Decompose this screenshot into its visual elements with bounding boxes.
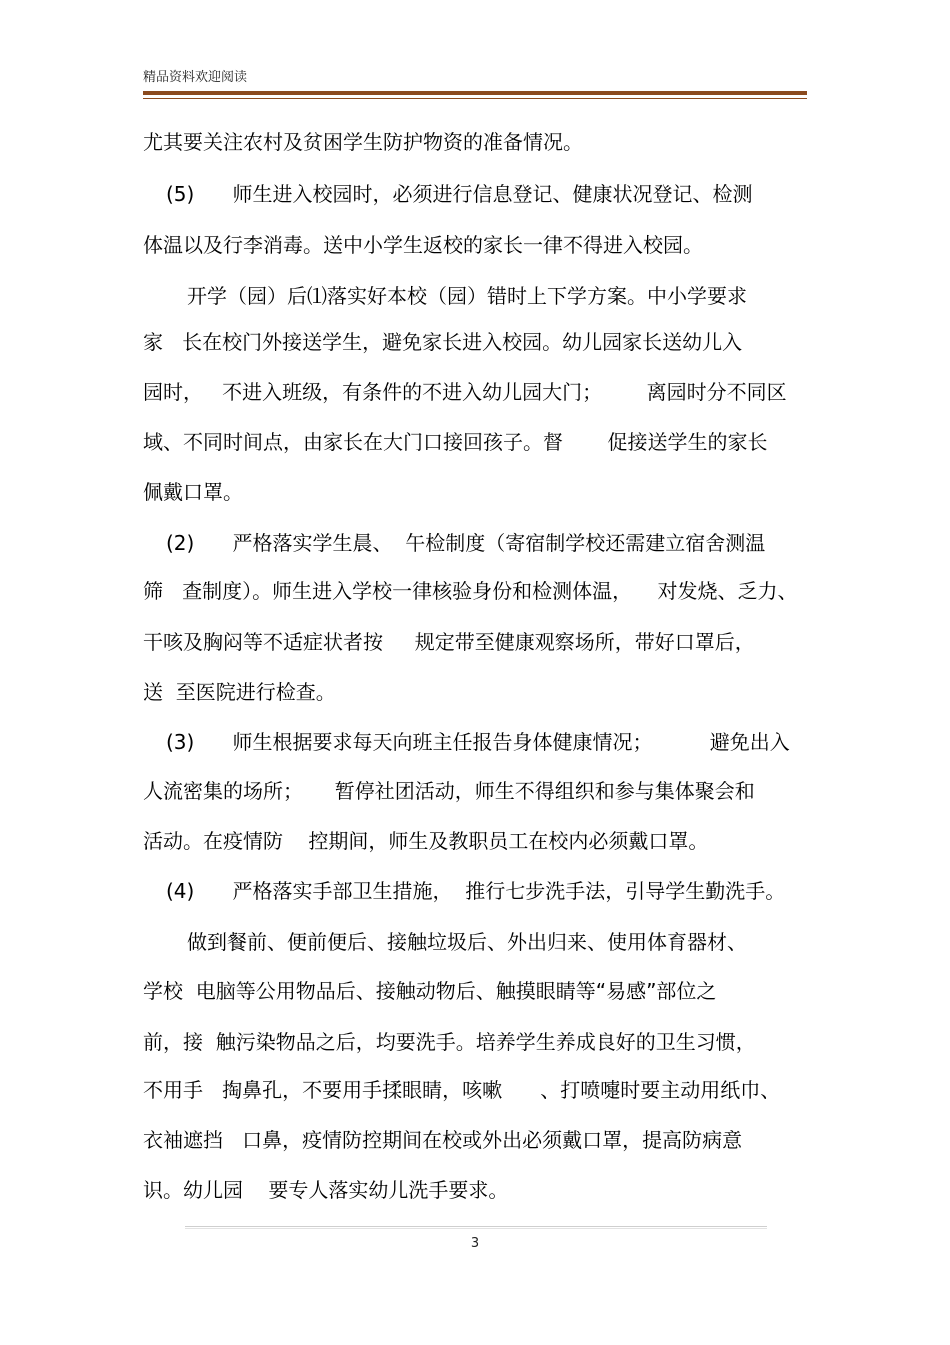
body-line: (4) 严格落实手部卫生措施， 推行七步洗手法，引导学生勤洗手。 xyxy=(166,879,786,903)
footer-rule xyxy=(185,1226,767,1229)
body-line: 人流密集的场所； 暂停社团活动，师生不得组织和参与集体聚会和 xyxy=(143,779,755,803)
body-line: 前，接 触污染物品之后，均要洗手。培养学生养成良好的卫生习惯， xyxy=(143,1030,756,1054)
page-header: 精品资料欢迎阅读 xyxy=(143,70,248,85)
header-rule-thick xyxy=(143,91,807,95)
body-line: 佩戴口罩。 xyxy=(143,480,243,504)
body-line: 域、不同时间点，由家长在大门口接回孩子。督 促接送学生的家长 xyxy=(143,430,768,454)
body-line: 送 至医院进行检查。 xyxy=(143,680,336,704)
body-line: 筛 查制度）。师生进入学校一律核验身份和检测体温， 对发烧、乏力、 xyxy=(143,579,798,603)
body-line: 园时， 不进入班级，有条件的不进入幼儿园大门； 离园时分不同区 xyxy=(143,380,787,404)
body-line: 不用手 掏鼻孔，不要用手揉眼睛，咳嗽 、打喷嚏时要主动用纸巾、 xyxy=(143,1078,781,1102)
header-rule-thin xyxy=(143,98,807,99)
body-line: 活动。在疫情防 控期间，师生及教职员工在校内必须戴口罩。 xyxy=(143,829,709,853)
page-number: 3 xyxy=(470,1236,480,1251)
body-line: (3) 师生根据要求每天向班主任报告身体健康情况； 避免出入 xyxy=(166,730,790,754)
body-line: (2) 严格落实学生晨、 午检制度（寄宿制学校还需建立宿舍测温 xyxy=(166,531,766,555)
body-line: 做到餐前、便前便后、接触垃圾后、外出归来、使用体育器材、 xyxy=(187,930,747,954)
body-line: 干咳及胸闷等不适症状者按 规定带至健康观察场所，带好口罩后， xyxy=(143,630,755,654)
body-line: 家 长在校门外接送学生，避免家长进入校园。幼儿园家长送幼儿入 xyxy=(143,330,743,354)
body-line: 开学（园）后⑴落实好本校（园）错时上下学方案。中小学要求 xyxy=(187,284,747,308)
body-line: 体温以及行李消毒。送中小学生返校的家长一律不得进入校园。 xyxy=(143,233,703,257)
body-line: (5) 师生进入校园时，必须进行信息登记、健康状况登记、检测 xyxy=(166,182,753,206)
body-line: 识。幼儿园 要专人落实幼儿洗手要求。 xyxy=(143,1178,509,1202)
body-line: 学校 电脑等公用物品后、接触动物后、触摸眼睛等“易感”部位之 xyxy=(143,979,717,1003)
body-line: 衣袖遮挡 口鼻，疫情防控期间在校或外出必须戴口罩，提高防病意 xyxy=(143,1128,743,1152)
body-line: 尤其要关注农村及贫困学生防护物资的准备情况。 xyxy=(143,130,583,154)
